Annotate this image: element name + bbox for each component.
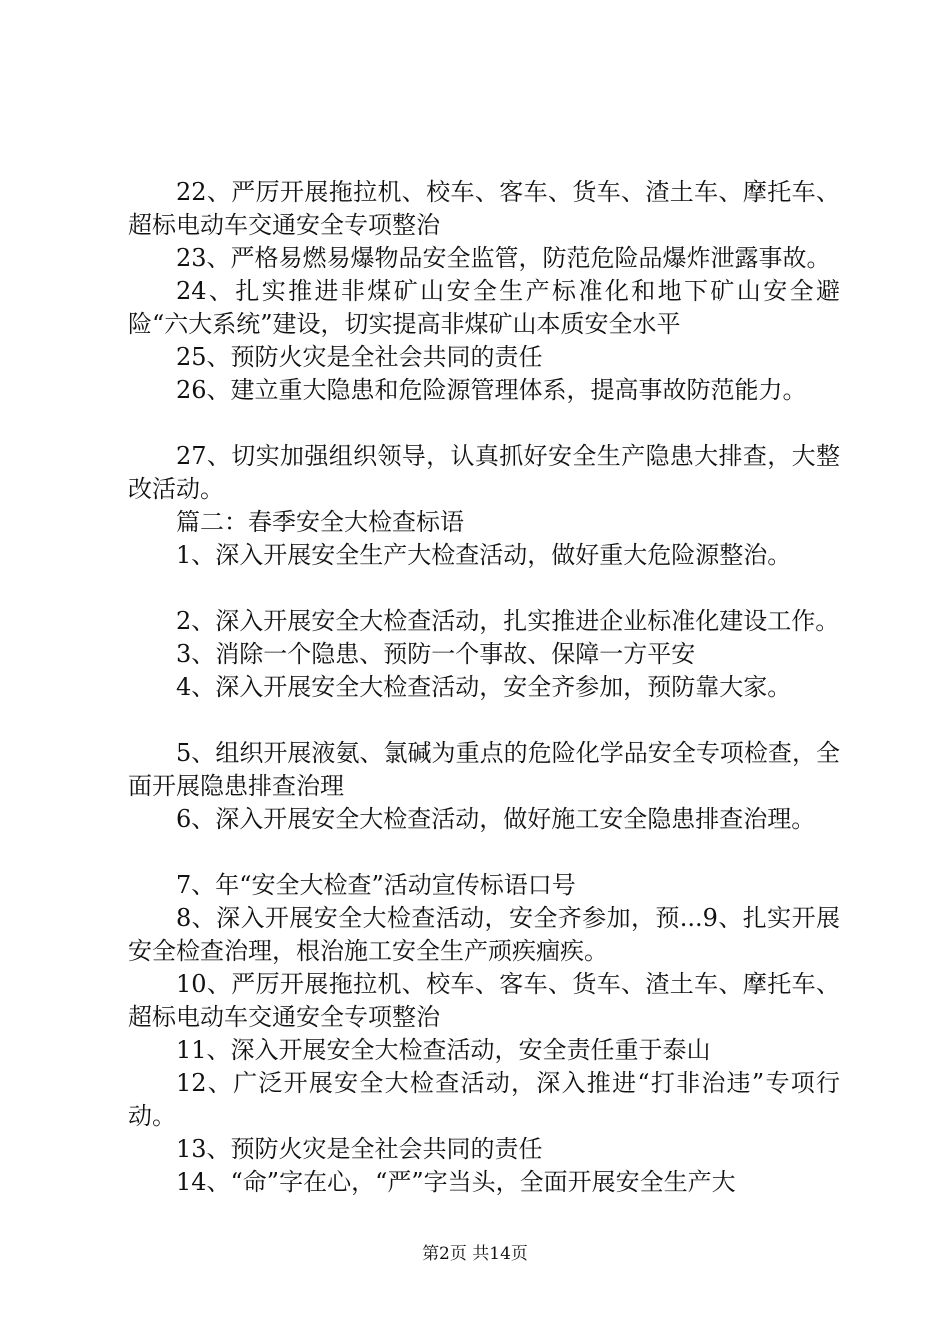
paragraph: 篇二：春季安全大检查标语: [176, 508, 464, 536]
paragraph: 14、“命”字在心，“严”字当头，全面开展安全生产大: [176, 1168, 736, 1196]
paragraph: 22、严厉开展拖拉机、校车、客车、货车、渣土车、摩托车、超标电动车交通安全专项整治: [128, 178, 840, 239]
paragraph: 10、严厉开展拖拉机、校车、客车、货车、渣土车、摩托车、超标电动车交通安全专项整治: [128, 970, 840, 1031]
paragraph: 24、扎实推进非煤矿山安全生产标准化和地下矿山安全避险“六大系统”建设，切实提高非煤矿山本质安全水平: [128, 277, 840, 338]
paragraph: 13、预防火灾是全社会共同的责任: [176, 1135, 543, 1163]
paragraph: 26、建立重大隐患和危险源管理体系，提高事故防范能力。: [176, 376, 807, 404]
paragraph: 6、深入开展安全大检查活动，做好施工安全隐患排查治理。: [176, 805, 816, 833]
paragraph: 2、深入开展安全大检查活动，扎实推进企业标准化建设工作。: [176, 607, 840, 635]
paragraph: 1、深入开展安全生产大检查活动，做好重大危险源整治。: [176, 541, 792, 569]
page-footer: 第2页 共14页: [422, 1244, 528, 1264]
paragraph: 27、切实加强组织领导，认真抓好安全生产隐患大排查，大整改活动。: [128, 442, 840, 503]
paragraph: 7、年“安全大检查”活动宣传标语口号: [176, 871, 576, 899]
paragraph: 11、深入开展安全大检查活动，安全责任重于泰山: [176, 1036, 711, 1064]
paragraph: 4、深入开展安全大检查活动，安全齐参加，预防靠大家。: [176, 673, 792, 701]
paragraph: 8、深入开展安全大检查活动，安全齐参加，预...9、扎实开展安全检查治理，根治施工安全生产顽疾痼疾。: [128, 904, 840, 965]
paragraph: 23、严格易燃易爆物品安全监管，防范危险品爆炸泄露事故。: [176, 244, 831, 272]
paragraph: 5、组织开展液氨、氯碱为重点的危险化学品安全专项检查，全面开展隐患排查治理: [128, 739, 840, 800]
paragraph: 12、广泛开展安全大检查活动，深入推进“打非治违”专项行动。: [128, 1069, 840, 1130]
document-body: [128, 176, 840, 1199]
paragraph: 25、预防火灾是全社会共同的责任: [176, 343, 543, 371]
paragraph: 3、消除一个隐患、预防一个事故、保障一方平安: [176, 640, 696, 668]
